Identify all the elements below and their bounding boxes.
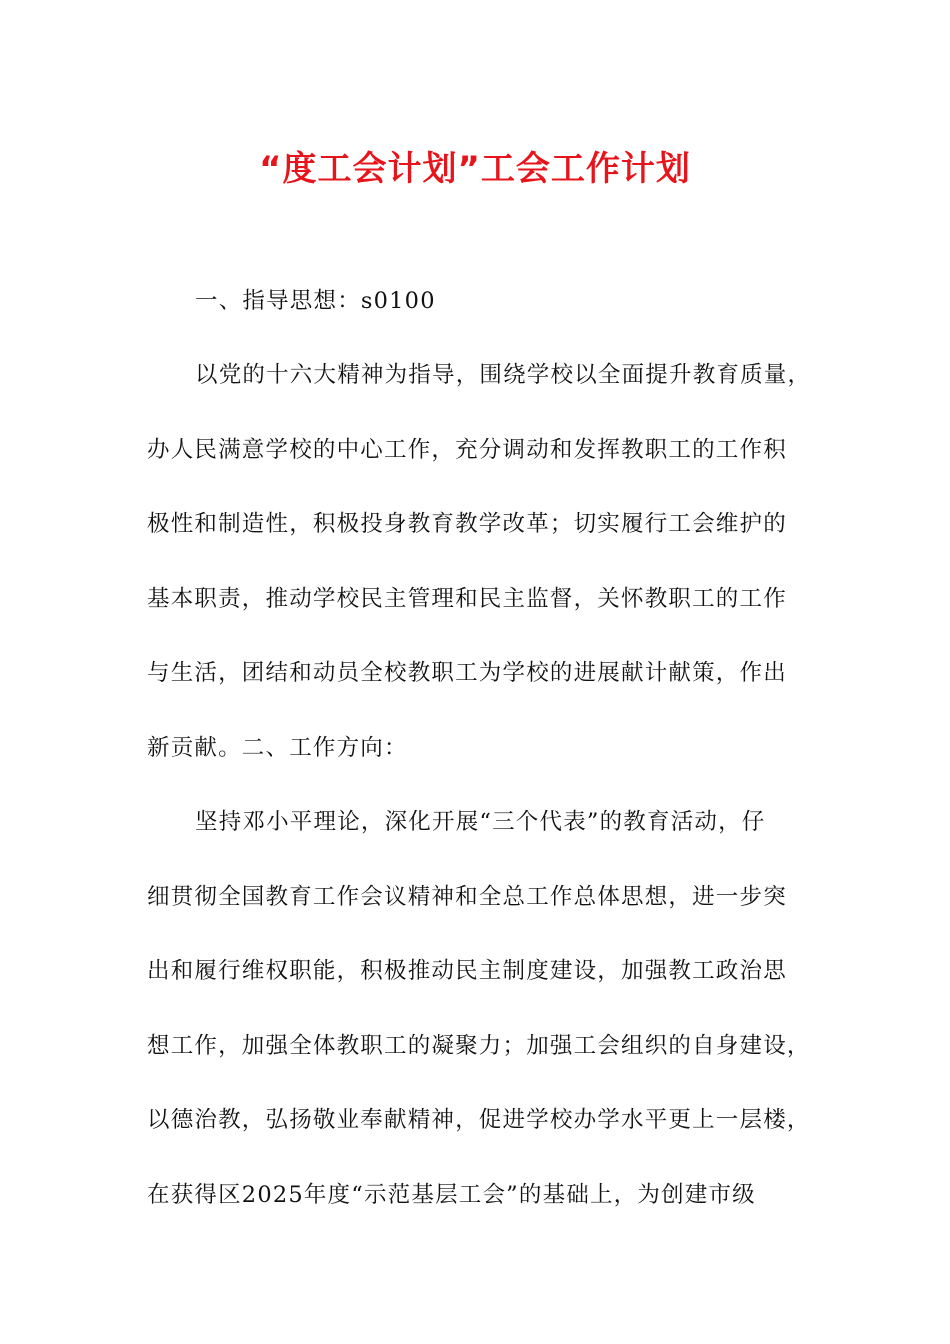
- paragraph-line: 以党的十六大精神为指导，围绕学校以全面提升教育质量，: [195, 362, 812, 388]
- paragraph-line: 在获得区2025年度“示范基层工会”的基础上，为创建市级: [147, 1182, 756, 1208]
- paragraph-line: 极性和制造性，积极投身教育教学改革；切实履行工会维护的: [147, 511, 787, 537]
- section-heading-guiding-thought: 一、指导思想：s0100: [195, 288, 436, 314]
- paragraph-line: 办人民满意学校的中心工作，充分调动和发挥教职工的工作积: [147, 437, 787, 463]
- document-title: “度工会计划”工会工作计划: [259, 149, 691, 189]
- paragraph-line: 新贡献。二、工作方向：: [147, 735, 408, 761]
- paragraph-line: 细贯彻全国教育工作会议精神和全总工作总体思想，进一步突: [147, 884, 787, 910]
- paragraph-line: 想工作，加强全体教职工的凝聚力；加强工会组织的自身建设，: [147, 1033, 811, 1059]
- paragraph-line: 与生活，团结和动员全校教职工为学校的进展献计献策，作出: [147, 660, 787, 686]
- paragraph-line: 基本职责，推动学校民主管理和民主监督，关怀教职工的工作: [147, 586, 787, 612]
- paragraph-line: 出和履行维权职能，积极推动民主制度建设，加强教工政治思: [147, 958, 787, 984]
- paragraph-line: 以德治教，弘扬敬业奉献精神，促进学校办学水平更上一层楼，: [147, 1107, 811, 1133]
- paragraph-line: 坚持邓小平理论，深化开展“三个代表”的教育活动，仔: [195, 809, 766, 835]
